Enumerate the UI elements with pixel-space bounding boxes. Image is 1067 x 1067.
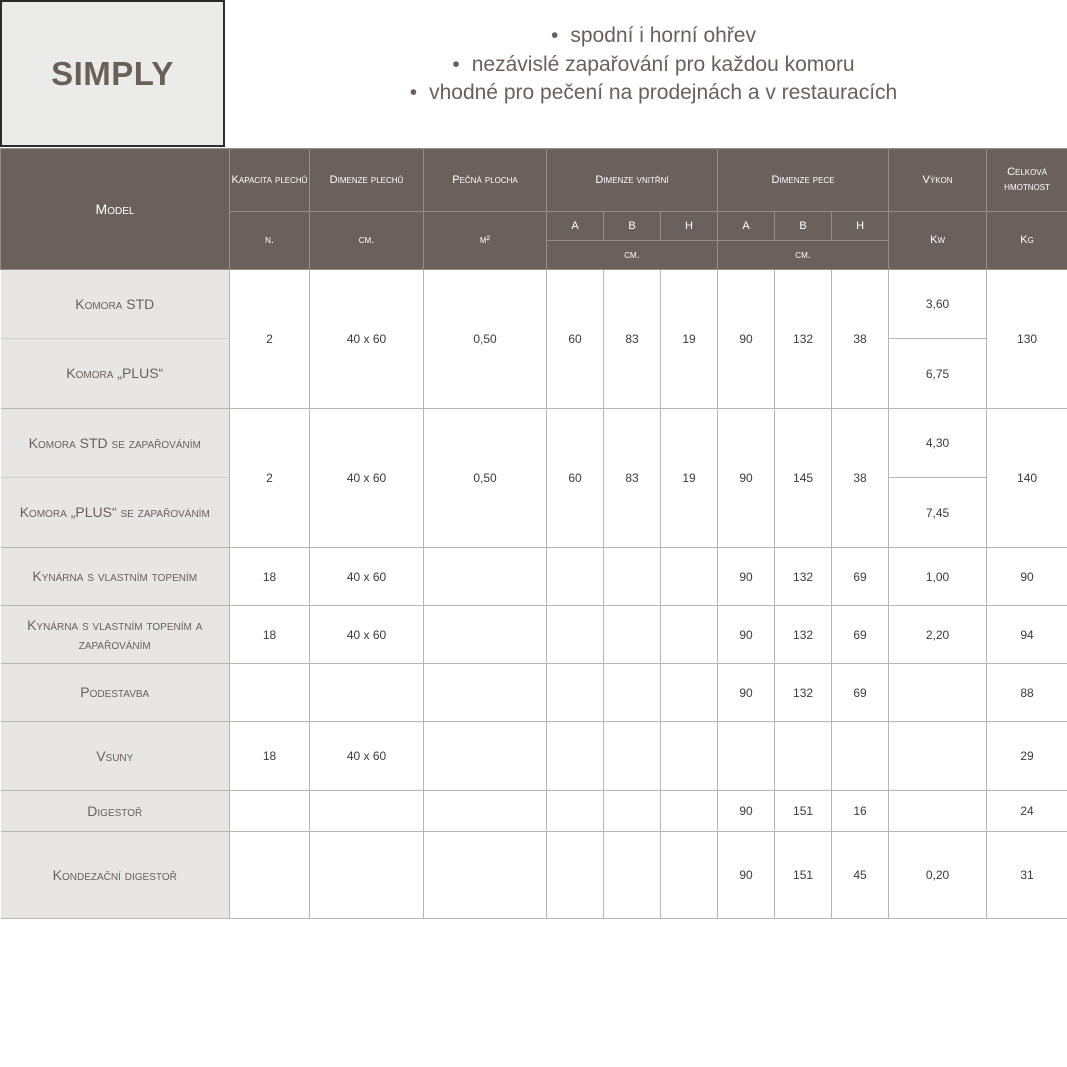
vnitrni-h-cell: 19 (661, 270, 718, 409)
vnitrni-b-cell (604, 664, 661, 722)
header-pecna-plocha: Pečná plocha (424, 149, 547, 212)
header-kapacita: Kapacita plechů (230, 149, 310, 212)
header-vykon: Výkon (889, 149, 987, 212)
table-row (1, 791, 1067, 832)
kapacita-cell (230, 791, 310, 832)
unit-dimenze-pece: cm. (718, 241, 889, 270)
hmotnost-cell: 140 (987, 409, 1067, 548)
spec-table (0, 148, 1067, 919)
header-pece-b: B (775, 212, 832, 241)
pece-a-cell: 90 (718, 606, 775, 664)
vnitrni-b-cell: 83 (604, 270, 661, 409)
pece-h-cell: 38 (832, 270, 889, 409)
vykon-cell (889, 791, 987, 832)
table-row (1, 548, 1067, 606)
vnitrni-a-cell: 60 (547, 270, 604, 409)
brand-box (0, 0, 225, 147)
pece-b-cell: 132 (775, 664, 832, 722)
model-cell: Komora „PLUS“ (1, 339, 230, 409)
vnitrni-a-cell (547, 722, 604, 791)
header-pece-a: A (718, 212, 775, 241)
kapacita-cell: 18 (230, 548, 310, 606)
plocha-cell: 0,50 (424, 270, 547, 409)
model-cell: Komora STD se zapařováním (1, 409, 230, 478)
unit-dimenze-vnitrni: cm. (547, 241, 718, 270)
vnitrni-h-cell (661, 664, 718, 722)
vnitrni-a-cell (547, 606, 604, 664)
plocha-cell (424, 606, 547, 664)
model-cell: Podestavba (1, 664, 230, 722)
vnitrni-b-cell (604, 606, 661, 664)
header-dimenze-plechu: Dimenze plechů (310, 149, 424, 212)
plocha-cell (424, 832, 547, 919)
plocha-cell (424, 791, 547, 832)
table-row (1, 832, 1067, 919)
unit-kapacita: n. (230, 212, 310, 270)
pece-b-cell: 145 (775, 409, 832, 548)
vykon-cell: 2,20 (889, 606, 987, 664)
plech-cell: 40 x 60 (310, 722, 424, 791)
vnitrni-b-cell: 83 (604, 409, 661, 548)
feature-item: • nezávislé zapařování pro každou komoru (240, 51, 1067, 80)
pece-b-cell: 132 (775, 548, 832, 606)
vykon-cell: 4,30 (889, 409, 987, 478)
vykon-cell: 3,60 (889, 270, 987, 339)
vykon-cell: 6,75 (889, 339, 987, 409)
hmotnost-cell: 130 (987, 270, 1067, 409)
plech-cell: 40 x 60 (310, 606, 424, 664)
hmotnost-cell: 94 (987, 606, 1067, 664)
plech-cell: 40 x 60 (310, 409, 424, 548)
vykon-cell: 0,20 (889, 832, 987, 919)
header-pece-h: H (832, 212, 889, 241)
vnitrni-a-cell: 60 (547, 409, 604, 548)
unit-hmotnost: Kg (987, 212, 1067, 270)
pece-b-cell: 151 (775, 791, 832, 832)
header-vnitrni-h: H (661, 212, 718, 241)
header-dimenze-vnitrni: Dimenze vnitřní (547, 149, 718, 212)
vnitrni-h-cell: 19 (661, 409, 718, 548)
hmotnost-cell: 24 (987, 791, 1067, 832)
header-dimenze-pece: Dimenze pece (718, 149, 889, 212)
header-vnitrni-a: A (547, 212, 604, 241)
pece-b-cell: 132 (775, 270, 832, 409)
pece-h-cell: 45 (832, 832, 889, 919)
plocha-cell (424, 548, 547, 606)
pece-a-cell (718, 722, 775, 791)
plech-cell: 40 x 60 (310, 548, 424, 606)
pece-a-cell: 90 (718, 409, 775, 548)
model-cell: Kynárna s vlastním topením a zapařováním (1, 606, 230, 664)
header-vnitrni-b: B (604, 212, 661, 241)
header-model: Model (1, 149, 230, 270)
vykon-cell (889, 722, 987, 791)
unit-dimenze-plechu: cm. (310, 212, 424, 270)
kapacita-cell: 18 (230, 606, 310, 664)
hmotnost-cell: 29 (987, 722, 1067, 791)
vnitrni-a-cell (547, 832, 604, 919)
brand-name: SIMPLY (51, 54, 174, 92)
vykon-cell (889, 664, 987, 722)
plocha-cell (424, 722, 547, 791)
feature-item: • vhodné pro pečení na prodejnách a v restauracích (240, 79, 1067, 108)
model-cell: Komora „PLUS“ se zapařováním (1, 478, 230, 548)
table-row (1, 722, 1067, 791)
pece-a-cell: 90 (718, 270, 775, 409)
pece-h-cell: 69 (832, 664, 889, 722)
vnitrni-b-cell (604, 722, 661, 791)
vykon-cell: 7,45 (889, 478, 987, 548)
model-cell: Digestoř (1, 791, 230, 832)
kapacita-cell: 2 (230, 409, 310, 548)
feature-list (240, 22, 1067, 108)
model-cell: Kondezační digestoř (1, 832, 230, 919)
table-row (1, 606, 1067, 664)
vnitrni-h-cell (661, 606, 718, 664)
pece-h-cell: 16 (832, 791, 889, 832)
pece-h-cell: 69 (832, 548, 889, 606)
vnitrni-b-cell (604, 832, 661, 919)
feature-item: • spodní i horní ohřev (240, 22, 1067, 51)
kapacita-cell: 2 (230, 270, 310, 409)
pece-b-cell: 132 (775, 606, 832, 664)
plech-cell (310, 664, 424, 722)
plocha-cell: 0,50 (424, 409, 547, 548)
pece-b-cell (775, 722, 832, 791)
hmotnost-cell: 90 (987, 548, 1067, 606)
table-row (1, 664, 1067, 722)
hmotnost-cell: 88 (987, 664, 1067, 722)
header-hmotnost: Celková hmotnost (987, 149, 1067, 212)
vnitrni-h-cell (661, 832, 718, 919)
pece-h-cell: 38 (832, 409, 889, 548)
model-cell: Kynárna s vlastním topením (1, 548, 230, 606)
pece-a-cell: 90 (718, 832, 775, 919)
vnitrni-a-cell (547, 664, 604, 722)
plech-cell (310, 832, 424, 919)
model-cell: Komora STD (1, 270, 230, 339)
plech-cell (310, 791, 424, 832)
pece-a-cell: 90 (718, 548, 775, 606)
pece-h-cell: 69 (832, 606, 889, 664)
pece-a-cell: 90 (718, 791, 775, 832)
unit-pecna-plocha: m² (424, 212, 547, 270)
vnitrni-b-cell (604, 791, 661, 832)
vnitrni-a-cell (547, 548, 604, 606)
pece-a-cell: 90 (718, 664, 775, 722)
plocha-cell (424, 664, 547, 722)
plech-cell: 40 x 60 (310, 270, 424, 409)
vnitrni-h-cell (661, 722, 718, 791)
pece-h-cell (832, 722, 889, 791)
vnitrni-a-cell (547, 791, 604, 832)
vnitrni-h-cell (661, 791, 718, 832)
pece-b-cell: 151 (775, 832, 832, 919)
kapacita-cell (230, 832, 310, 919)
vykon-cell: 1,00 (889, 548, 987, 606)
unit-vykon: Kw (889, 212, 987, 270)
vnitrni-h-cell (661, 548, 718, 606)
kapacita-cell (230, 664, 310, 722)
kapacita-cell: 18 (230, 722, 310, 791)
model-cell: Vsuny (1, 722, 230, 791)
vnitrni-b-cell (604, 548, 661, 606)
hmotnost-cell: 31 (987, 832, 1067, 919)
